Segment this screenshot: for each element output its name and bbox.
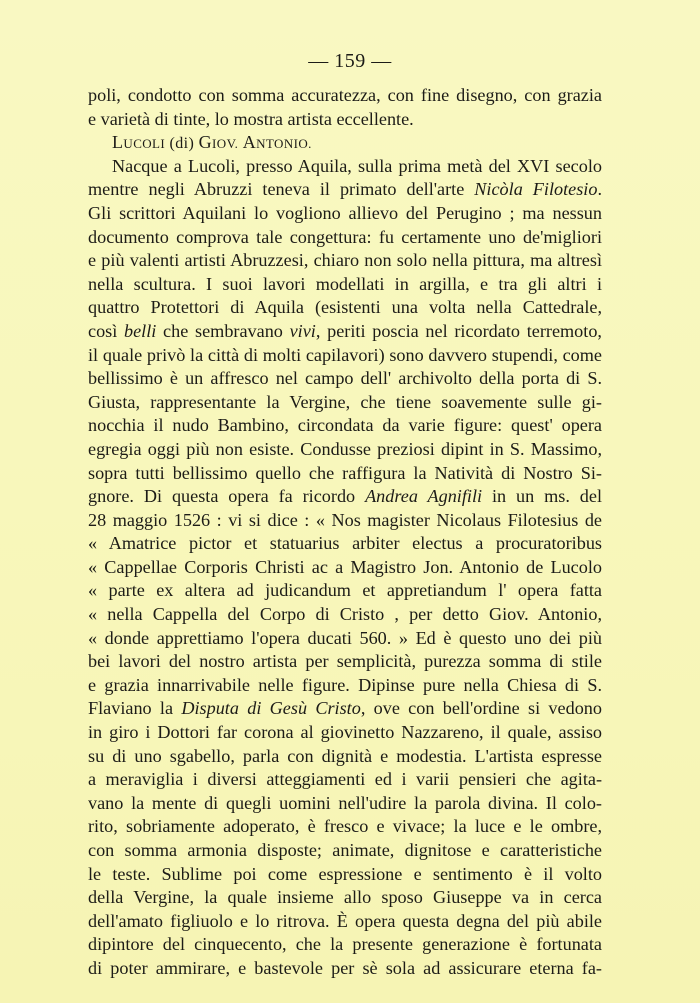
text-line: nella scultura. I suoi lavori modellati in argilla, e tra gli altri i — [88, 273, 602, 294]
text-line: Flaviano la Disputa di Gesù Cristo, ove con bell'ordine si vedono — [88, 698, 602, 719]
text-line: mentre negli Abruzzi teneva il primato dell'arte Nicòla Filotesio. — [88, 179, 602, 200]
text-line: bellissimo è un affresco nel campo dell' archivolto della porta di S. — [88, 368, 602, 389]
text-line: il quale privò la città di molti capilavori) sono davvero stupendi, come — [88, 344, 602, 365]
text-line: rito, sobriamente adoperato, è fresco e vivace; la luce e le ombre, — [88, 816, 602, 837]
text-line: documento comprova tale congettura: fu certamente uno de'migliori — [88, 226, 602, 247]
quote-line: « nella Cappella del Corpo di Cristo , per detto Giov. Antonio, — [88, 604, 602, 625]
text-line: dell'amato figliuolo e lo ritrova. È opera questa degna del più abile — [88, 910, 602, 931]
text-line: della Vergine, la quale insieme allo sposo Giuseppe va in cerca — [88, 887, 602, 908]
page-number: — 159 — — [308, 50, 392, 72]
text-line: egregia oggi più non esiste. Condusse preziosi dipint in S. Massimo, — [88, 438, 602, 459]
text-line: in giro i Dottori far corona al giovinetto Nazzareno, il quale, assiso — [88, 722, 602, 743]
text-line: poli, condotto con somma accuratezza, con fine disegno, con grazia — [88, 85, 602, 105]
text-line: sopra tutti bellissimo quello che raffigura la Natività di Nostro Si- — [88, 462, 602, 483]
quote-line: « parte ex altera ad judicandum et appretiandum l' opera fatta — [88, 580, 602, 601]
text-line: Gli scrittori Aquilani lo vogliono allievo del Perugino ; ma nessun — [88, 202, 602, 223]
text-line: e grazia innarrivabile nelle figure. Dipinse pure nella Chiesa di S. — [88, 674, 602, 695]
entry-heading: LUCOLI (di) GIOV. ANTONIO. — [112, 132, 312, 153]
text-line: le teste. Sublime poi come espressione e sentimento è il volto — [88, 863, 602, 884]
text-line: dipintore del cinquecento, che la presente generazione è fortunata — [88, 934, 602, 955]
text-line: di poter ammirare, e bastevole per sè sola ad assicurare eterna fa- — [88, 957, 602, 978]
text-line: vano la mente di quegli uomini nell'udire la parola divina. Il colo- — [88, 792, 602, 813]
text-line: 28 maggio 1526 : vi si dice : « Nos magister Nicolaus Filotesius de — [88, 509, 602, 530]
body-text — [88, 84, 602, 981]
text-line: e varietà di tinte, lo mostra artista eccellente. — [88, 108, 414, 129]
quote-line: « donde apprettiamo l'opera ducati 560. » Ed è questo uno dei più — [88, 627, 602, 648]
text-line: su di uno sgabello, parla con dignità e modestia. L'artista espresse — [88, 745, 602, 766]
text-line: con somma armonia disposte; animate, dignitose e caratteristiche — [88, 840, 602, 860]
text-line: Nacque a Lucoli, presso Aquila, sulla prima metà del XVI secolo — [112, 155, 602, 176]
text-line: così belli che sembravano vivi, periti poscia nel ricordato terremoto, — [88, 320, 602, 341]
text-line: Giusta, rappresentante la Vergine, che tiene soavemente sulle gi- — [88, 391, 602, 412]
text-line: nocchia il nudo Bambino, circondata da varie figure: quest' opera — [88, 415, 602, 436]
text-line: bei lavori del nostro artista per semplicità, purezza somma di stile — [88, 651, 602, 672]
quote-line: « Cappellae Corporis Christi ac a Magistro Jon. Antonio de Lucolo — [88, 556, 602, 577]
text-line: gnore. Di questa opera fa ricordo Andrea Agnifili in un ms. del — [88, 486, 602, 507]
text-line: e più valenti artisti Abruzzesi, chiaro non solo nella pittura, ma altresì — [88, 250, 602, 271]
quote-line: « Amatrice pictor et statuarius arbiter electus a procuratoribus — [88, 533, 602, 554]
text-line: a meraviglia i diversi atteggiamenti ed i varii pensieri che agita- — [88, 769, 602, 790]
text-line: quattro Protettori di Aquila (esistenti una volta nella Cattedrale, — [88, 297, 602, 318]
